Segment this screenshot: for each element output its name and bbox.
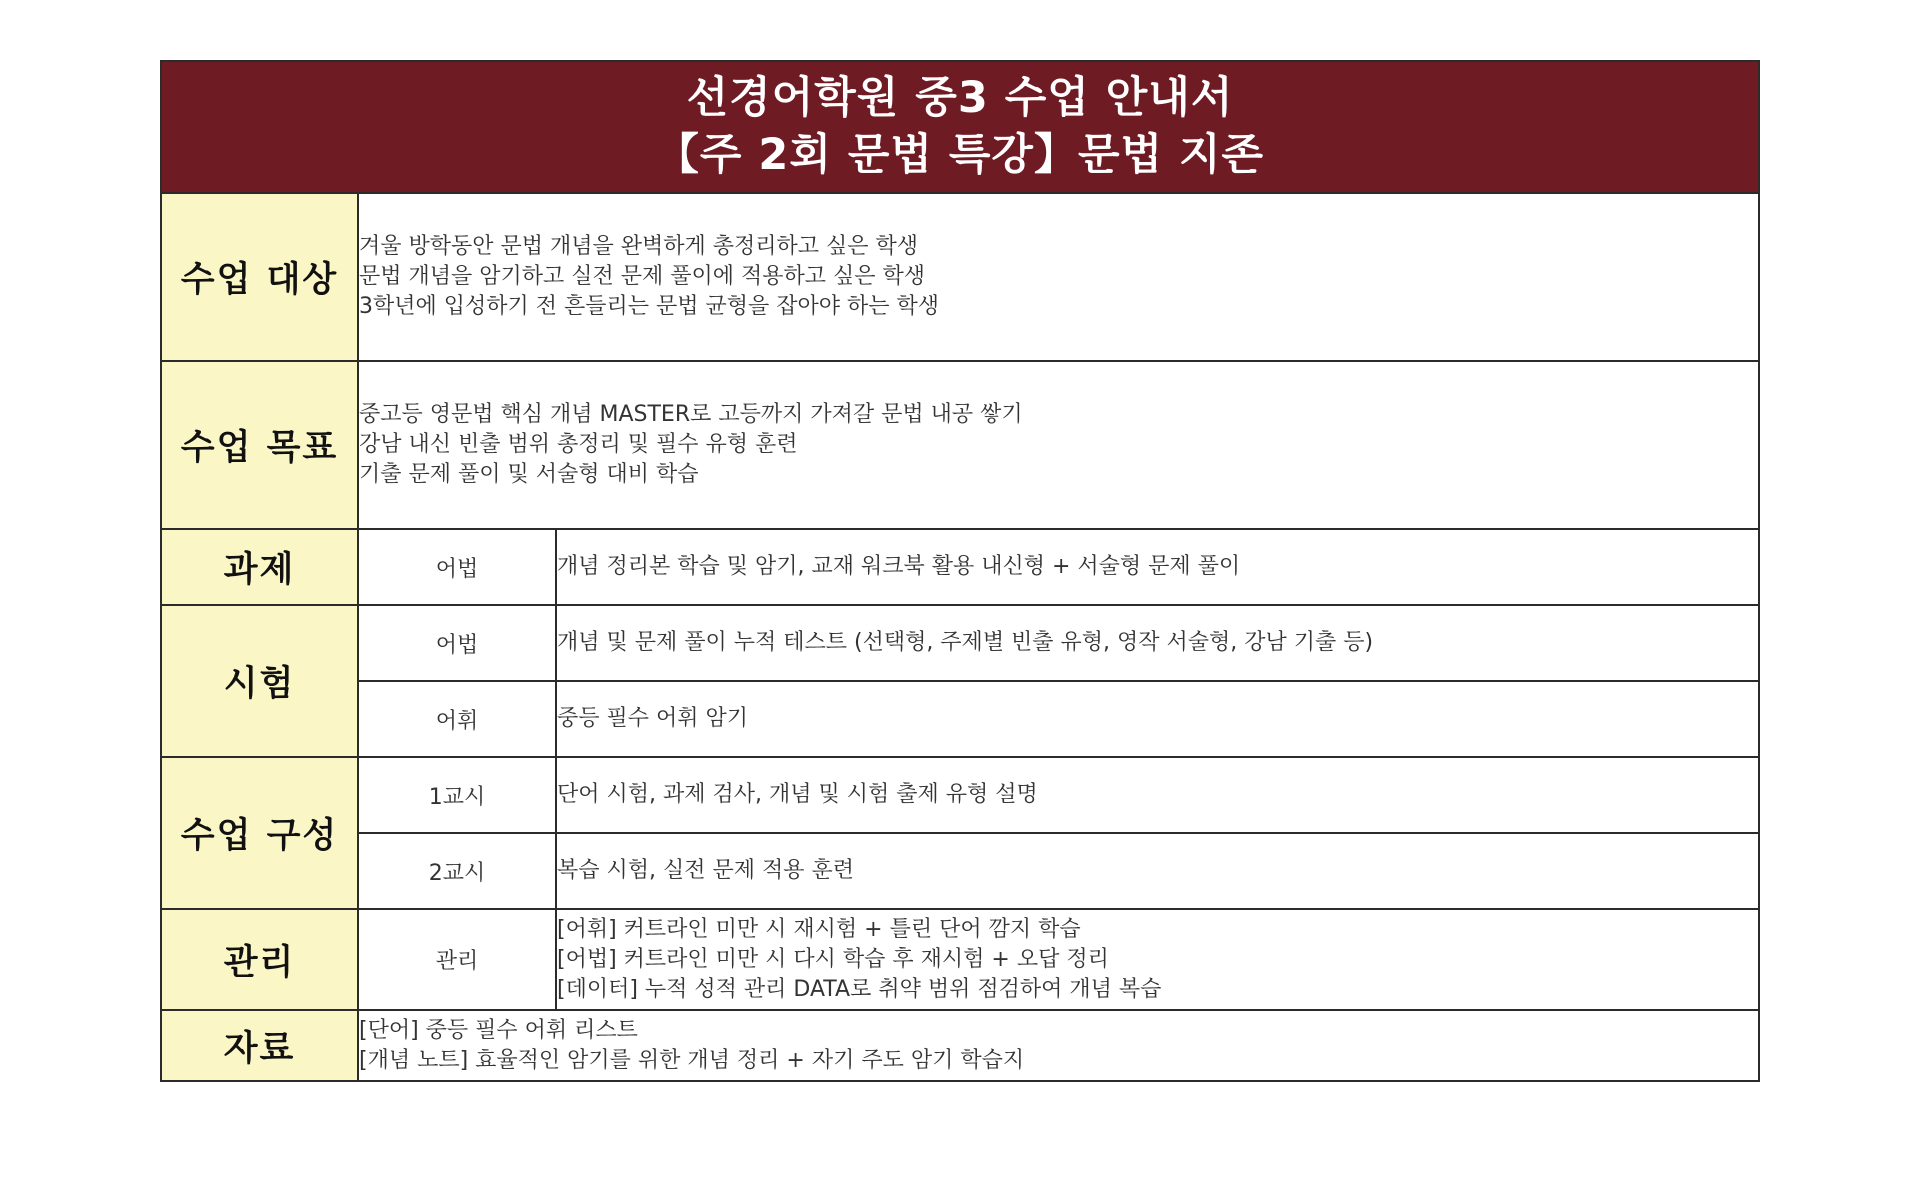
goal-content [358,361,1759,529]
materials-line: [단어] 중등 필수 어휘 리스트 [359,1017,638,1043]
exam-subject: 어휘 [358,681,556,757]
structure-header: 수업 구성 [161,757,358,909]
target-line: 겨울 방학동안 문법 개념을 완벽하게 총정리하고 싶은 학생 [359,234,919,259]
target-content [358,193,1759,361]
management-line: [데이터] 누적 성적 관리 DATA로 취약 범위 점검하여 개념 복습 [557,976,1162,1002]
target-header: 수업 대상 [161,193,358,361]
homework-subject: 어법 [358,529,556,605]
target-line: 문법 개념을 암기하고 실전 문제 풀이에 적용하고 싶은 학생 [359,264,925,289]
goal-row [161,361,1759,529]
materials-content [358,1010,1759,1081]
structure-period: 2교시 [358,833,556,909]
homework-header: 과제 [161,529,358,605]
exam-description: 중등 필수 어휘 암기 [556,681,1759,757]
goal-line: 중고등 영문법 핵심 개념 MASTER로 고등까지 가져갈 문법 내공 쌓기 [359,402,1023,427]
management-line: [어휘] 커트라인 미만 시 재시험 + 틀린 단어 깜지 학습 [557,916,1081,942]
structure-period: 1교시 [358,757,556,833]
goal-header: 수업 목표 [161,361,358,529]
goal-line: 강남 내신 빈출 범위 총정리 및 필수 유형 훈련 [359,432,798,457]
homework-description: 개념 정리본 학습 및 암기, 교재 워크북 활용 내신형 + 서술형 문제 풀이 [556,529,1759,605]
structure-row [161,833,1759,909]
exam-subject: 어법 [358,605,556,681]
materials-header: 자료 [161,1010,358,1081]
goal-line: 기출 문제 풀이 및 서술형 대비 학습 [359,462,699,487]
exam-description: 개념 및 문제 풀이 누적 테스트 (선택형, 주제별 빈출 유형, 영작 서술형, 강남 기출 등) [556,605,1759,681]
management-line: [어법] 커트라인 미만 시 다시 학습 후 재시험 + 오답 정리 [557,946,1109,972]
exam-row [161,605,1759,681]
structure-description: 복습 시험, 실전 문제 적용 훈련 [556,833,1759,909]
structure-row [161,757,1759,833]
target-line: 3학년에 입성하기 전 흔들리는 문법 균형을 잡아야 하는 학생 [359,294,939,319]
materials-line: [개념 노트] 효율적인 암기를 위한 개념 정리 + 자기 주도 암기 학습지 [359,1047,1025,1073]
exam-row [161,681,1759,757]
management-content [556,909,1759,1010]
title-line-1: 선경어학원 중3 수업 안내서 [686,73,1234,123]
structure-description: 단어 시험, 과제 검사, 개념 및 시험 출제 유형 설명 [556,757,1759,833]
course-info-table [160,192,1760,1082]
title-banner [160,60,1760,192]
title-line-2: 【주 2회 문법 특강】문법 지존 [655,130,1265,180]
target-row [161,193,1759,361]
course-guide-document [160,60,1760,1082]
management-row [161,909,1759,1010]
management-subject: 관리 [358,909,556,1010]
homework-row [161,529,1759,605]
management-header: 관리 [161,909,358,1010]
materials-row [161,1010,1759,1081]
exam-header: 시험 [161,605,358,757]
